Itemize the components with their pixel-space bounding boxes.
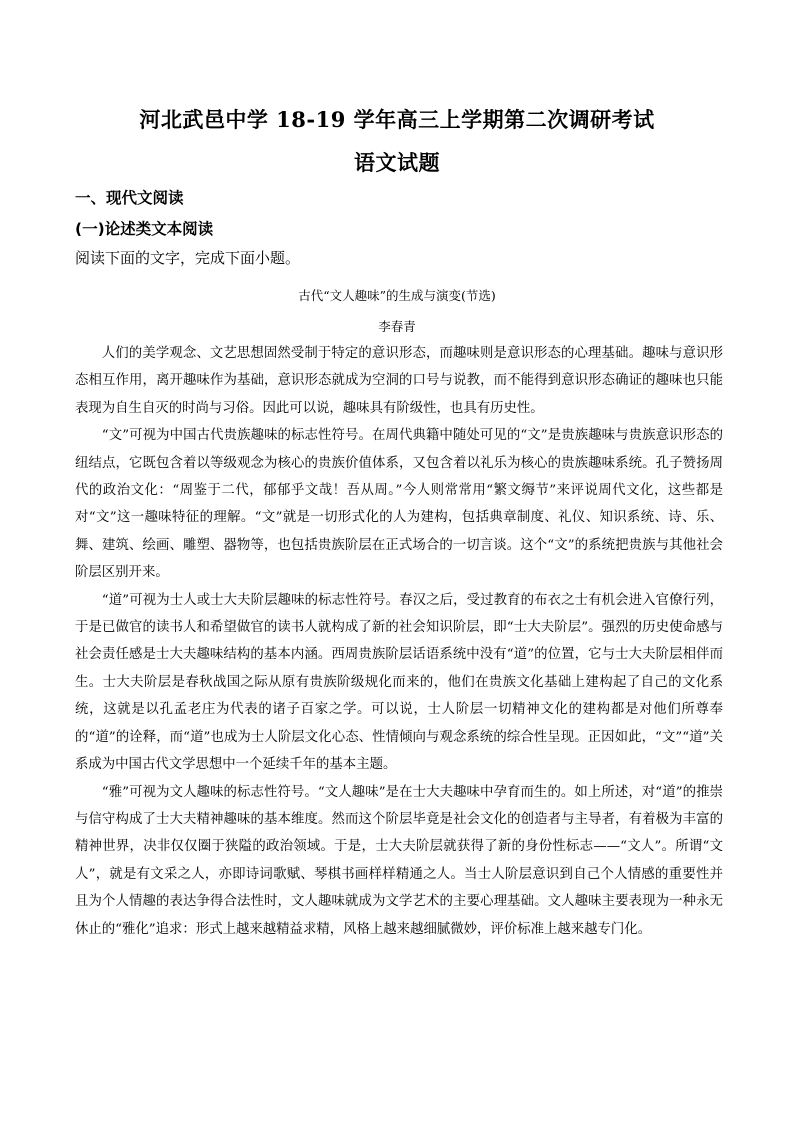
article-author: 李春青 — [378, 319, 416, 334]
reading-instruction: 阅读下面的文字，完成下面小题。 — [75, 249, 301, 267]
paragraph: “道”可视为士人或士大夫阶层趣味的标志性符号。春汉之后，受过教育的布衣之士有机会进入官僚行列，于是已做官的读书人和希望做官的读书人就构成了新的社会知识阶层，即“士大夫阶层”。强烈的历史使命感与社会责任感是士大夫趣味结构的基本内涵。西周贵族阶层话语系统中没有“道”的位置，它与士大夫阶层相伴而生。士大夫阶层是春秋战国之际从原有贵族阶级规化而来的，他们在贵族文化基础上建构起了自己的文化系统，这就是以孔孟老庄为代表的诸子百家之学。可以说，士人阶层一切精神文化的建构都是对他们所尊奉的“道”的诠释，而“道”也成为士人阶层文化心态、性情倾向与观念系统的综合性呈现。正因如此，“文”“道”关系成为中国古代文学思想中一个延续千年的基本主题。 — [75, 592, 723, 773]
article-title: 古代“文人趣味”的生成与演变(节选) — [298, 288, 496, 303]
subsection-heading: (一)论述类文本阅读 — [75, 220, 214, 238]
article-body — [75, 340, 723, 943]
document-title: 河北武邑中学 18-19 学年高三上学期第二次调研考试 — [139, 107, 655, 132]
section-heading: 一、现代文阅读 — [75, 189, 184, 207]
paragraph: 人们的美学观念、文艺思想固然受制于特定的意识形态，而趣味则是意识形态的心理基础。趣味与意识形态相互作用，离开趣味作为基础，意识形态就成为空洞的口号与说教，而不能得到意识形态确证的趣味也只能表现为自生自灭的时尚与习俗。因此可以说，趣味具有阶级性，也具有历史性。 — [75, 346, 723, 416]
paragraph: “雅”可视为文人趣味的标志性符号。“文人趣味”是在士大夫趣味中孕育而生的。如上所述，对“道”的推崇与信守构成了士大夫精神趣味的基本维度。然而这个阶层毕竟是社会文化的创造者与主导者，有着极为丰富的精神世界，决非仅仅圈于狭隘的政治领域。于是，士大夫阶层就获得了新的身份性标志——“文人”。所谓“文人”，就是有文采之人，亦即诗词歌赋、琴棋书画样样精通之人。当士人阶层意识到自己个人情感的重要性并且为个人情趣的表达争得合法性时，文人趣味就成为文学艺术的主要心理基础。文人趣味主要表现为一种永无休止的“雅化”追求：形式上越来越精益求精，风格上越来越细腻微妙，评价标准上越来越专门化。 — [75, 784, 723, 937]
paragraph: “文”可视为中国古代贵族趣味的标志性符号。在周代典籍中随处可见的“文”是贵族趣味与贵族意识形态的纽结点，它既包含着以等级观念为核心的贵族价值体系，又包含着以礼乐为核心的贵族趣味系统。孔子赞扬周代的政治文化：“周鉴于二代，郁郁乎文哉！吾从周。”今人则常常用“繁文缛节”来评说周代文化，这些都是对“文”这一趣味特征的理解。“文”就是一切形式化的人为建构，包括典章制度、礼仪、知识系统、诗、乐、舞、建筑、绘画、雕塑、器物等，也包括贵族阶层在正式场合的一切言谈。这个“文”的系统把贵族与其他社会阶层区别开来。 — [75, 428, 723, 581]
document-subtitle: 语文试题 — [354, 150, 440, 175]
